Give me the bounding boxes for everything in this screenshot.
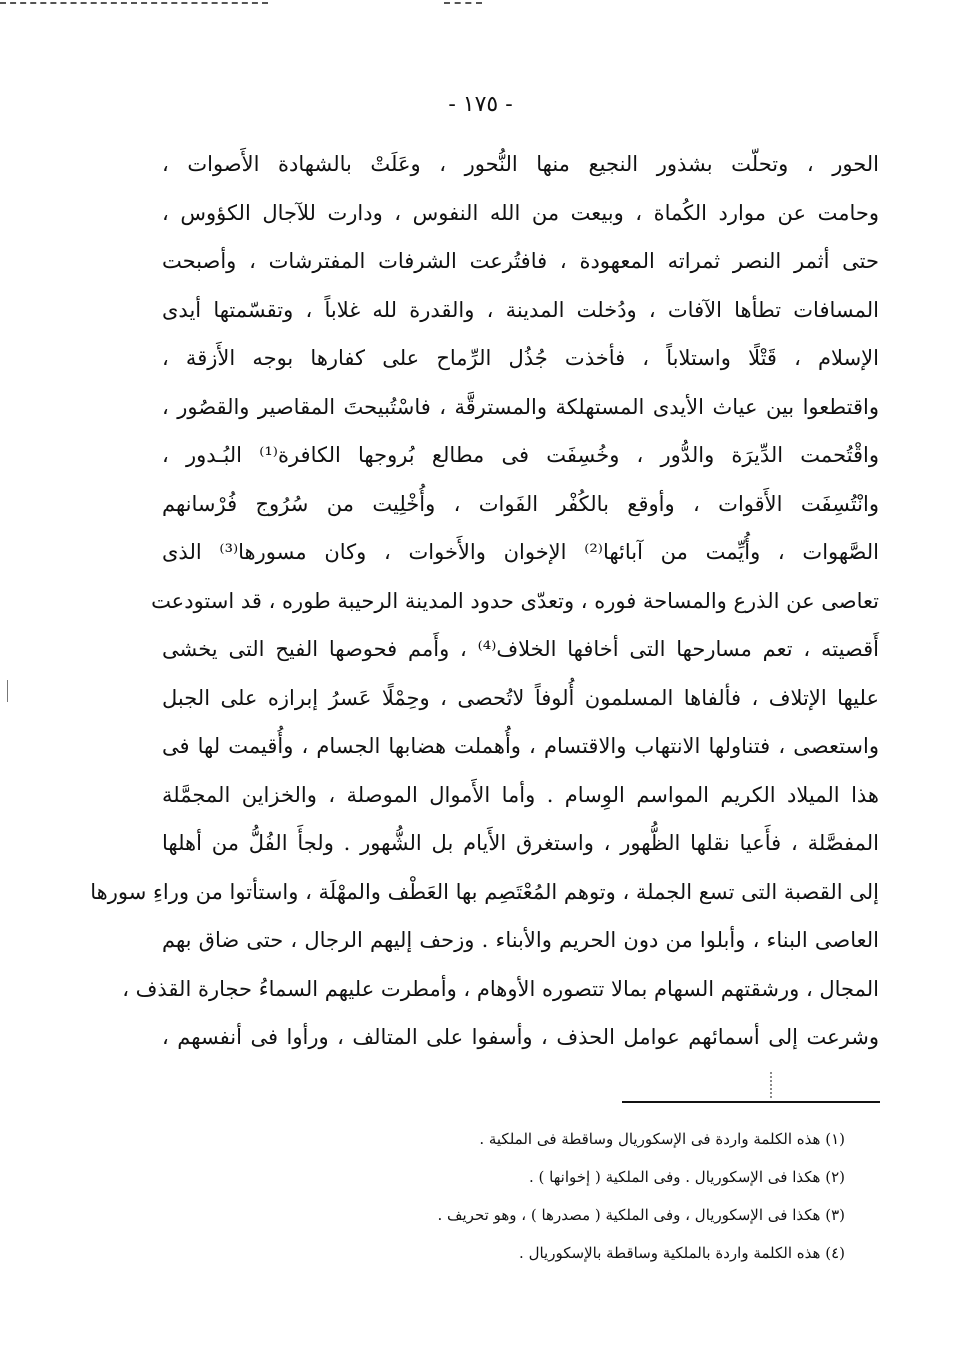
dotted-mark: [770, 1072, 774, 1098]
footnote-separator-rule: [622, 1101, 880, 1103]
body-text: [90, 140, 880, 1062]
body-line: وشرعت إلى أسمائهم عوامل الحذف ، وأسفوا على المتالف ، ورأوا فى أنفسهم ،: [162, 1025, 879, 1049]
page-number: - ١٧٥ -: [448, 92, 513, 117]
body-line: المسافات تطأها الآفات ، ودُخلت المدينة ، والقدرة لله غلاباً ، وتقسّمتها أيدى: [162, 297, 879, 322]
body-line: الصَّهوات ، وأُيِّمت من آبائها⁽²⁾ الإخوان والأَخوات ، وكان مسورها⁽³⁾ الذى: [162, 540, 879, 564]
body-line: وانْتُسِفَت الأَقوات ، وأوقع بالكُفْر الفَوات ، وأُخْلِيت من سُرُوج فُرْسانهم: [162, 491, 879, 516]
body-line: تعاصى عن الذرع والمساحة فوره ، وتعدّى حدود المدينة الرحيبة طوره ، قد استودعت: [151, 588, 879, 613]
body-line: إلى القصبة التى تسع الجملة ، وتوهم المُعْتَصِم بها العَطْف والمهْلَة ، واستأتوا من وراءِ سورها: [90, 879, 879, 904]
body-line: المفصَّلة ، فأَعيا نقلها الظُّهور ، واستغرق الأَيام بل الشُّهور . ولجأَ الفُلُّ من أهلها: [162, 831, 879, 855]
footnotes: [300, 1120, 845, 1272]
body-line: واقْتُحمت الدِّيرَة والدُّور ، وخُسِفَت فى مطالع بُروجها الكافرة⁽¹⁾ البُـدور ،: [162, 443, 879, 467]
margin-tick-mark: [7, 680, 8, 702]
body-line: العاصى البناء ، وأبلوا من دون الحريم والأبناء . وزحف إليهم الرجال ، حتى ضاق بهم: [162, 928, 879, 952]
body-line: واقتطعوا بين عياث الأيدى المستهلكة والمسترقَّة ، فاسْتُبيحتَ المقاصير والقصُور ،: [162, 394, 879, 419]
footnote-2: (٢) هكذا فى الإسكوريال . وفى الملكية ( إخوانها ) .: [529, 1168, 845, 1186]
body-line: وحامت عن موارد الكُماة ، وبيعت من الله النفوس ، ودارت للآجال الكؤوس ،: [162, 200, 879, 225]
top-edge-rule-center: [444, 2, 482, 4]
footnote-3: (٣) هكذا فى الإسكوريال ، وفى الملكية ( مصدرها ) ، وهو تحريف .: [437, 1206, 845, 1224]
body-line: الإسلام ، قَتْلًا واستلاباً ، فأخذت جُذُل الرِّماح على كفارها بوجه الأَزقة ،: [162, 346, 879, 370]
body-line: واستعصى ، فتناولها الانتهاب والاقتسام ، وأُهملت هضابها الجسام ، وأُقيمت لها فى: [162, 734, 879, 758]
body-line: هذا الميلاد الكريم المواسم الوِسام . وأما الأَموال الموصلة ، والخزاين المجمَّلة: [162, 782, 879, 807]
body-line: حتى أثمر النصر ثمراته المعهودة ، فافتُرعت الشرفات المفترشات ، وأصبحت: [162, 249, 879, 273]
body-line: عليها الإتلاف ، فألفاها المسلمون أُلوفاً لاتُحصى ، وحِمْلًا عَسرُ إبرازه على الجبل: [162, 685, 879, 710]
body-line: الحور ، وتحلّت بشذور النجيع منها النُّحور ، وعَلَتْ بالشهادة الأَصوات ،: [162, 152, 879, 176]
footnote-4: (٤) هذه الكلمة واردة بالملكية وساقطة بالإسكوريال .: [519, 1244, 845, 1262]
body-line: أَقصيته ، تعم مسارحها التى أخافها الخلاف⁽⁴⁾ ، وأَمم فحوصها الفيح التى يخشى: [162, 637, 880, 661]
footnote-1: (١) هذه الكلمة واردة فى الإسكوريال وساقطة فى الملكية .: [479, 1130, 845, 1148]
body-line: المجال ، ورشقتهم السهام بمالا تتصوره الأوهام ، وأمطرت عليهم السماءُ حجارة القذف ،: [122, 976, 879, 1001]
top-edge-rule-left: [0, 2, 268, 4]
